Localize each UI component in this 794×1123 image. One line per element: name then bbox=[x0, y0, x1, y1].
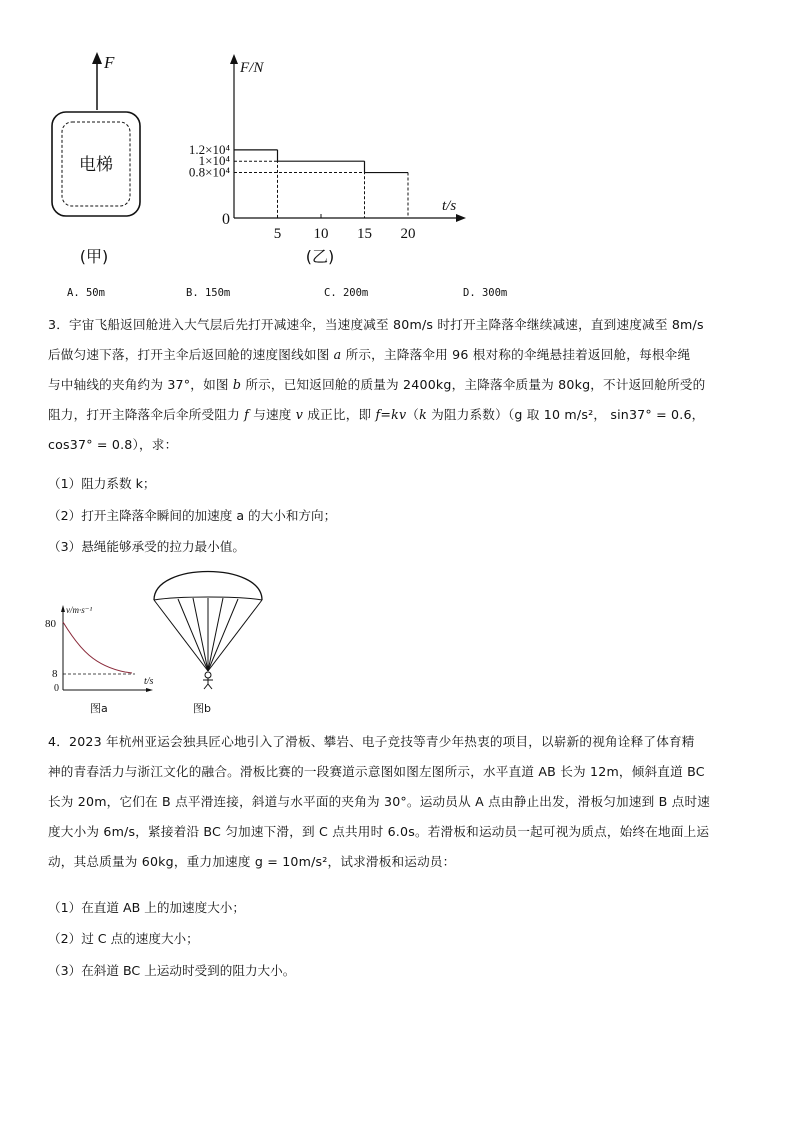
q4-sub3: （3）在斜道 BC 上运动时受到的阻力大小。 bbox=[48, 963, 296, 978]
y-axis-label: F/N bbox=[240, 60, 264, 76]
elevator-figure bbox=[40, 50, 160, 280]
choice-a: A. 50m bbox=[67, 287, 105, 299]
elevator-label: 电梯 bbox=[79, 155, 113, 175]
q4-line2: 神的青春活力与浙江文化的融合。滑板比赛的一段赛道示意图如图左图所示，水平直道 AB 长为 12m，倾斜直道 BC bbox=[48, 764, 705, 779]
q4-line4: 度大小为 6m/s，紧接着沿 BC 匀加速下滑，到 C 点共用时 6.0s。若滑板和运动员一起可视为质点，始终在地面上运 bbox=[48, 824, 710, 839]
q3-line2: 后做匀速下落，打开主伞后返回舱的速度图线如图 a 所示，主降落伞用 96 根对称的伞绳悬挂着返回舱，每根伞绳 bbox=[48, 347, 691, 362]
origin-label: 0 bbox=[54, 683, 59, 694]
q3-sub2: （2）打开主降落伞瞬间的加速度 a 的大小和方向； bbox=[48, 508, 337, 523]
t-axis-label: t/s bbox=[144, 676, 154, 687]
y-tick-3: 0.8×10⁴ bbox=[188, 164, 230, 180]
fig-a-caption: 图a bbox=[90, 702, 108, 715]
force-label: F bbox=[104, 53, 115, 72]
x-tick-5: 5 bbox=[273, 226, 282, 242]
q4-line5: 动，其总质量为 60kg，重力加速度 g = 10m/s²，试求滑板和运动员： bbox=[48, 854, 456, 869]
q4-sub1: （1）在直道 AB 上的加速度大小； bbox=[48, 900, 245, 915]
x-tick-10: 10 bbox=[313, 226, 329, 242]
y-tick-1: 1.2×10⁴ bbox=[188, 141, 230, 157]
q3-sub3: （3）悬绳能够承受的拉力最小值。 bbox=[48, 539, 245, 554]
origin-label: 0 bbox=[222, 211, 230, 228]
choice-d: D. 300m bbox=[463, 287, 508, 299]
canopy bbox=[154, 572, 262, 601]
x-axis-label: t/s bbox=[442, 198, 457, 214]
v8-label: 8 bbox=[52, 668, 58, 680]
question-3 bbox=[48, 310, 756, 460]
x-tick-15: 15 bbox=[357, 226, 372, 242]
caption-yi: (乙) bbox=[305, 247, 335, 266]
x-tick-20: 20 bbox=[400, 226, 416, 242]
q3-sub1: （1）阻力系数 k； bbox=[48, 476, 156, 491]
v80-label: 80 bbox=[45, 618, 56, 630]
q4-sub2: （2）过 C 点的速度大小； bbox=[48, 931, 199, 946]
q3-line4: 阻力，打开主降落伞后伞所受阻力 f 与速度 v 成正比，即 f=kv（k 为阻力系数）（g 取 10 m/s²， sin37° = 0.6， bbox=[48, 407, 705, 422]
choice-c: C. 200m bbox=[324, 287, 369, 299]
person-head bbox=[205, 672, 211, 678]
y-tick-2: 1×10⁴ bbox=[198, 153, 230, 169]
question-4 bbox=[48, 727, 756, 877]
choice-b: B. 150m bbox=[186, 287, 231, 299]
fig-b-caption: 图b bbox=[193, 702, 211, 715]
q3-line3: 与中轴线的夹角约为 37°，如图 b 所示，已知返回舱的质量为 2400kg，主降落伞质量为 80kg，不计返回舱所受的 bbox=[48, 377, 706, 392]
parachute-figure bbox=[148, 568, 268, 720]
q3-line5: cos37° = 0.8），求： bbox=[48, 437, 178, 452]
q4-line3: 长为 20m，它们在 B 点平滑连接，斜道与水平面的夹角为 30°。运动员从 A 点由静止出发，滑板匀加速到 B 点时速 bbox=[48, 794, 711, 809]
decay-curve bbox=[63, 622, 132, 673]
q4-line1: 4．2023 年杭州亚运会独具匠心地引入了滑板、攀岩、电子竞技等青少年热衷的项目，以崭新的视角诠释了体育精 bbox=[48, 734, 695, 749]
q3-line1: 3．宇宙飞船返回舱进入大气层后先打开减速伞，当速度减至 80m/s 时打开主降落伞继续减速，直到速度减至 8m/s bbox=[48, 317, 704, 332]
force-time-chart bbox=[160, 50, 490, 280]
caption-jia: (甲) bbox=[79, 247, 109, 266]
v-axis-label: v/m·s⁻¹ bbox=[66, 605, 93, 615]
